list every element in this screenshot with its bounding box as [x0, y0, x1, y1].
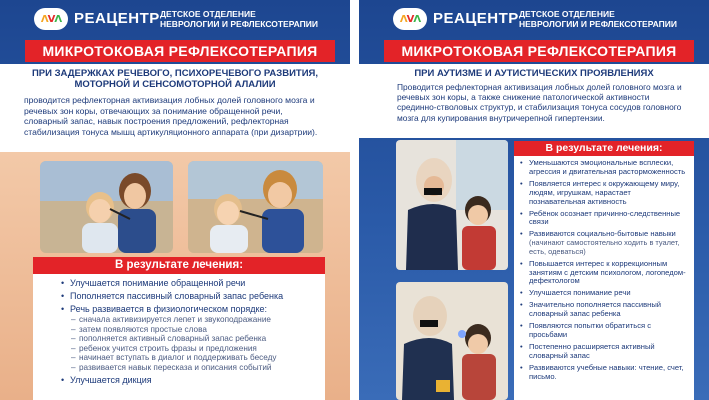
logo-glyph: Λ	[413, 13, 421, 25]
logo-glyph: Λ	[40, 13, 48, 25]
logo-glyph: V	[406, 13, 414, 25]
result-item: • Появляется интерес к окружающему миру, людям, игрушкам, нарастает познавательная активность	[520, 180, 688, 207]
department-line: ДЕТСКОЕ ОТДЕЛЕНИЕ	[519, 9, 615, 19]
results-list-box	[514, 156, 694, 400]
result-item: • Уменьшаются эмоциональные всплески, агрессия и двигательная расторможенность	[520, 159, 688, 177]
speech-step: – сначала активизируется лепет и звукоподражание	[71, 315, 315, 325]
result-item: • Речь развивается в физиологическом порядке:	[61, 304, 315, 315]
speech-steps-list	[61, 315, 315, 373]
result-item: • Пополняется пассивный словарный запас ребенка	[61, 291, 315, 302]
logo-glyph: Λ	[54, 13, 62, 25]
reacenter-logo	[34, 8, 68, 30]
speech-step: – развивается навык пересказа и описания событий	[71, 363, 315, 373]
department-line: НЕВРОЛОГИИ И РЕФЛЕКСОТЕРАПИИ	[519, 19, 678, 29]
therapy-photo-3	[396, 140, 508, 270]
speech-step: – затем появляются простые слова	[71, 325, 315, 335]
results-list	[520, 159, 688, 239]
poster-title: МИКРОТОКОВАЯ РЕФЛЕКСОТЕРАПИЯ	[25, 40, 335, 62]
therapy-photo-4	[396, 282, 508, 400]
speech-step: – начинает вступать в диалог и поддерживать беседу	[71, 353, 315, 363]
result-note: (начинают самостоятельно ходить в туалет, есть, одеваться)	[529, 238, 680, 256]
results-list-cont	[520, 260, 688, 382]
result-item: • Постепенно расширяется активный словарный запас	[520, 343, 688, 361]
logo-glyph: V	[47, 13, 55, 25]
speech-step: – пополняется активный словарный запас ребенка	[71, 334, 315, 344]
left-poster	[0, 0, 350, 400]
indication-heading: ПРИ АУТИЗМЕ И АУТИСТИЧЕСКИХ ПРОЯВЛЕНИЯХ	[414, 68, 654, 79]
brand-name: РЕАЦЕНТР	[433, 10, 519, 27]
department-name	[519, 9, 677, 29]
results-list-box	[33, 274, 325, 400]
result-item: • Развиваются учебные навыки: чтение, счет, письмо.	[520, 364, 688, 382]
poster-title: МИКРОТОКОВАЯ РЕФЛЕКСОТЕРАПИЯ	[384, 40, 694, 62]
right-poster	[359, 0, 709, 400]
results-list	[61, 278, 315, 315]
intro-card	[359, 64, 709, 138]
department-line: НЕВРОЛОГИИ И РЕФЛЕКСОТЕРАПИИ	[160, 19, 319, 29]
result-item: • Значительно пополняется пассивный словарный запас ребенка	[520, 301, 688, 319]
department-name	[160, 9, 318, 29]
results-heading: В результате лечения:	[33, 257, 325, 274]
intro-card	[0, 64, 350, 152]
result-item: • Появляются попытки обратиться с просьбами	[520, 322, 688, 340]
therapy-photo-1	[40, 161, 173, 253]
brand-name: РЕАЦЕНТР	[74, 10, 160, 27]
result-item: • Улучшается дикция	[61, 375, 315, 386]
result-item: • Развиваются социально-бытовые навыки	[520, 230, 688, 239]
procedure-description: проводится рефлекторная активизация лобных долей головного мозга и речевых зон коры, отвечающих за понимание обращенной речи, словарный запас, навык построения предложений, рефлекторная стабилизация тонуса мышц артикуляционного аппарата (при дизартрии).	[24, 95, 318, 137]
result-item: • Ребёнок осознает причинно-следственные связи	[520, 210, 688, 228]
result-item: • Улучшается понимание речи	[520, 289, 688, 298]
results-heading: В результате лечения:	[514, 141, 694, 156]
reacenter-logo	[393, 8, 427, 30]
department-line: ДЕТСКОЕ ОТДЕЛЕНИЕ	[160, 9, 256, 19]
indication-heading: ПРИ ЗАДЕРЖКАХ РЕЧЕВОГО, ПСИХОРЕЧЕВОГО РАЗВИТИЯ, МОТОРНОЙ И СЕНСОМОТОРНОЙ АЛАЛИИ	[31, 68, 319, 90]
result-item: • Улучшается понимание обращенной речи	[61, 278, 315, 289]
results-list-end	[61, 375, 315, 386]
logo-glyph: Λ	[399, 13, 407, 25]
speech-step: – ребенок учится строить фразы и предложения	[71, 344, 315, 354]
therapy-photo-2	[188, 161, 323, 253]
result-item: • Повышается интерес к коррекционным занятиям с детским психологом, логопедом-дефектологом	[520, 260, 688, 287]
procedure-description: Проводится рефлекторная активизация лобных долей головного мозга и речевых зон коры, а также снижение патологической активности срединно-стволовых структур, и стабилизация тонуса сосудов головного мозга для купирования внутричерепной гипертензии.	[397, 82, 682, 123]
